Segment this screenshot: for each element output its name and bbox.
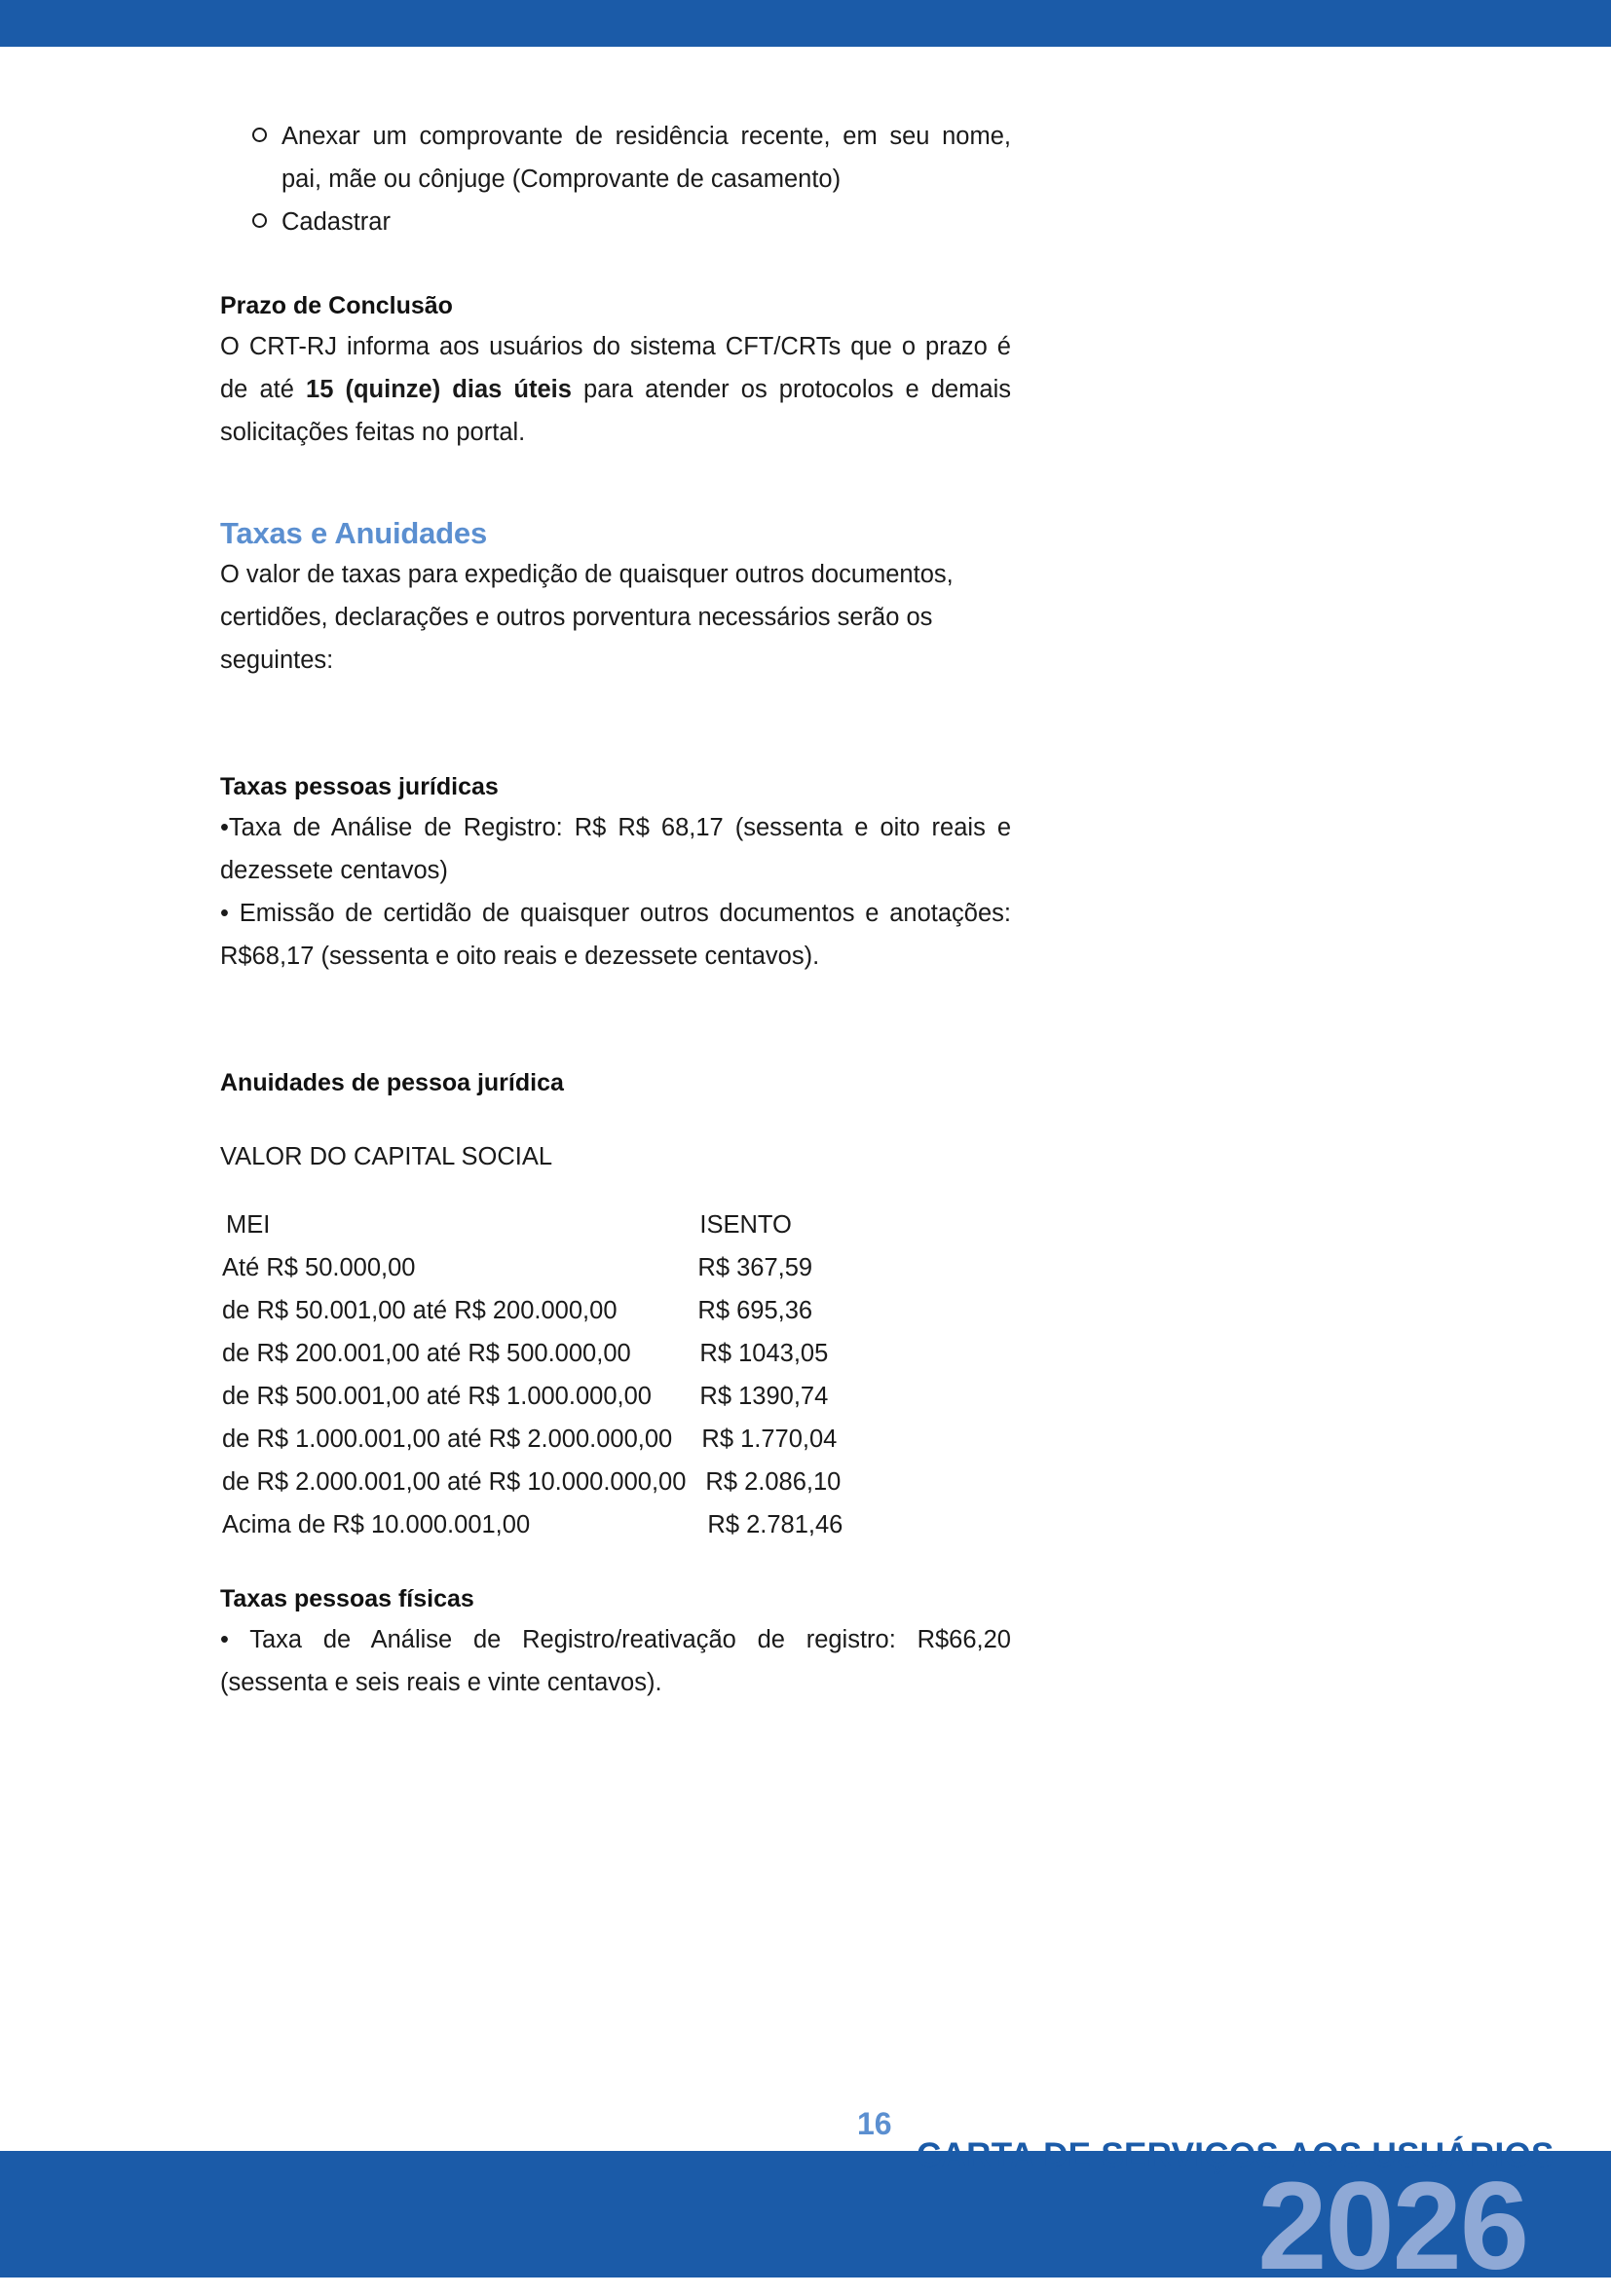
table-cell-valor: R$ 1043,05 bbox=[699, 1340, 829, 1367]
table-row bbox=[220, 1418, 1011, 1461]
page-footer bbox=[0, 2083, 1611, 2296]
table-row bbox=[220, 1332, 1011, 1375]
table-row bbox=[220, 1289, 1011, 1332]
spacer bbox=[220, 978, 1011, 1063]
table-cell-valor: R$ 695,36 bbox=[697, 1297, 813, 1324]
list-item-text: Cadastrar bbox=[281, 208, 391, 236]
table-cell-valor: R$ 367,59 bbox=[697, 1254, 813, 1281]
circle-bullet-icon bbox=[252, 213, 267, 228]
pessoas-juridicas-item: •Taxa de Análise de Registro: R$ R$ 68,17 (sessenta e oito reais e dezessete centavos) bbox=[220, 814, 1011, 884]
pessoas-juridicas-heading: Taxas pessoas jurídicas bbox=[220, 773, 499, 800]
table-cell-valor: R$ 1.770,04 bbox=[701, 1426, 838, 1453]
prazo-text-part2: para atender os protocolos e demais solicitações feitas no portal. bbox=[220, 376, 1012, 446]
table-cell-faixa: Acima de R$ 10.000.001,00 bbox=[222, 1511, 531, 1538]
list-item bbox=[220, 201, 1011, 243]
footer-year: 2026 bbox=[1257, 2157, 1527, 2296]
spacer bbox=[220, 682, 1011, 767]
table-cell-faixa: de R$ 50.001,00 até R$ 200.000,00 bbox=[222, 1297, 618, 1324]
spacer bbox=[220, 454, 1011, 514]
table-row bbox=[220, 1246, 1011, 1289]
table-row bbox=[220, 1375, 1011, 1418]
pessoas-fisicas-heading: Taxas pessoas físicas bbox=[220, 1585, 474, 1612]
anuidades-heading: Anuidades de pessoa jurídica bbox=[220, 1069, 564, 1096]
table-cell-faixa: de R$ 2.000.001,00 até R$ 10.000.000,00 bbox=[222, 1468, 687, 1496]
anuidades-table bbox=[220, 1204, 1011, 1546]
table-cell-valor: ISENTO bbox=[699, 1211, 792, 1239]
prazo-heading: Prazo de Conclusão bbox=[220, 292, 453, 319]
table-cell-valor: R$ 1390,74 bbox=[699, 1383, 829, 1410]
taxas-section-title: Taxas e Anuidades bbox=[220, 516, 487, 550]
table-cell-faixa: de R$ 200.001,00 até R$ 500.000,00 bbox=[222, 1340, 631, 1367]
pessoas-juridicas-item: • Emissão de certidão de quaisquer outros documentos e anotações: R$68,17 (sessenta e oito reais e dezessete centavos). bbox=[220, 900, 1011, 970]
table-cell-valor: R$ 2.086,10 bbox=[705, 1468, 842, 1496]
circle-bullet-icon bbox=[252, 128, 267, 142]
table-cell-valor: R$ 2.781,46 bbox=[707, 1511, 843, 1538]
table-caption: VALOR DO CAPITAL SOCIAL bbox=[220, 1143, 553, 1170]
spacer bbox=[220, 1178, 1011, 1204]
page-number: 16 bbox=[857, 2106, 892, 2141]
prazo-text-part1: O CRT-RJ informa aos usuários do sistema CFT/CRTs que o prazo é de até bbox=[220, 333, 1011, 403]
taxas-intro-paragraph: O valor de taxas para expedição de quaisquer outros documentos, certidões, declarações e outros porventura necessários serão os seguintes: bbox=[220, 561, 954, 674]
list-item bbox=[220, 115, 1011, 201]
table-cell-faixa: de R$ 500.001,00 até R$ 1.000.000,00 bbox=[222, 1383, 652, 1410]
table-row bbox=[220, 1461, 1011, 1503]
table-row bbox=[220, 1204, 1011, 1246]
pessoas-fisicas-item: • Taxa de Análise de Registro/reativação de registro: R$66,20 (sessenta e seis reais e vinte centavos). bbox=[220, 1626, 1011, 1696]
table-cell-faixa: Até R$ 50.000,00 bbox=[222, 1254, 416, 1281]
table-row bbox=[220, 1503, 1011, 1546]
spacer bbox=[220, 1102, 1011, 1135]
spacer bbox=[220, 1546, 1011, 1579]
table-cell-faixa: MEI bbox=[226, 1211, 271, 1239]
prazo-text-bold: 15 (quinze) dias úteis bbox=[306, 376, 572, 403]
spacer bbox=[220, 243, 1011, 286]
footer-title: CARTA DE SERVIÇOS AOS USUÁRIOS bbox=[917, 2136, 1555, 2174]
table-cell-faixa: de R$ 1.000.001,00 até R$ 2.000.000,00 bbox=[222, 1426, 673, 1453]
list-item-text: Anexar um comprovante de residência recente, em seu nome, pai, mãe ou cônjuge (Comprovante de casamento) bbox=[281, 123, 1011, 193]
requirements-checklist bbox=[220, 115, 1011, 243]
prazo-paragraph bbox=[220, 325, 1011, 454]
page-content bbox=[220, 115, 1011, 1704]
